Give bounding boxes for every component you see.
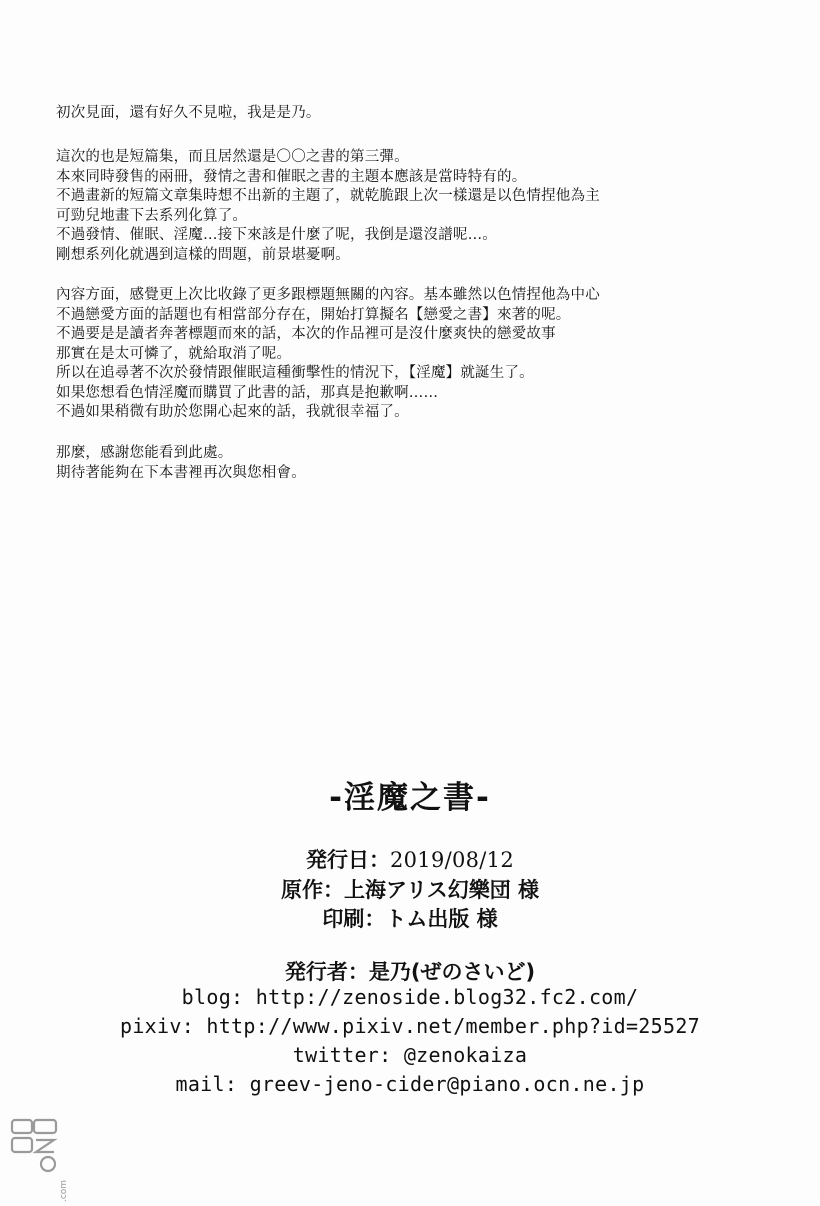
text-line: 不過如果稍微有助於您開心起來的話，我就很幸福了。 [56,404,409,420]
publisher [0,956,820,986]
pixiv-link [0,1014,820,1038]
pixiv-label: pixiv: [119,1014,195,1038]
printer [0,903,820,933]
mail-label: mail: [175,1072,238,1096]
text-line: 那麼，感謝您能看到此處。 [56,445,233,461]
closing-paragraph [56,444,776,483]
content-paragraph [56,286,776,423]
text-line: 內容方面，感覺更上次比收錄了更多跟標題無關的內容。基本雖然以色情捏他為中心 [56,287,600,303]
text-line: 可勁兒地畫下去系列化算了。 [56,207,248,224]
printer-value: トム出版 様 [385,907,498,931]
svg-text:.com: .com [59,1179,69,1203]
text-line: 這次的也是短篇集，而且居然還是〇〇之書的第三彈。 [56,149,409,165]
mail-address [0,1072,820,1096]
publisher-label: 発行者： [284,960,369,984]
twitter-value: @zenokaiza [403,1043,528,1067]
dmzj-logo-icon [8,1114,69,1203]
text-line: 不過畫新的短篇文章集時想不出新的主題了，就乾脆跟上次一樣還是以色情捏他為主 [56,188,600,204]
text-line: 所以在追尋著不次於發情跟催眠這種衝擊性的情況下，【淫魔】就誕生了。 [56,365,534,381]
original-work-label: 原作： [280,878,344,902]
publish-date [0,844,820,874]
pixiv-url: http://www.pixiv.net/member.php?id=25527 [206,1014,701,1038]
publisher-value: 是乃(ぜのさいど) [368,960,536,984]
mail-value: greev-jeno-cider@piano.ocn.ne.jp [249,1072,645,1096]
blog-link [0,985,820,1009]
twitter-label: twitter: [292,1043,392,1067]
text-line: 初次見面，還有好久不見啦，我是是乃。 [56,105,321,121]
greeting-paragraph [56,104,776,124]
series-paragraph [56,148,776,265]
publish-date-label: 発行日： [305,848,390,872]
original-work [0,874,820,904]
text-line: 剛想系列化就遇到這樣的問題，前景堪憂啊。 [56,246,350,263]
text-line: 期待著能夠在下本書裡再次與您相會。 [56,464,306,481]
publish-date-value: 2019/08/12 [389,848,515,872]
text-line: 不過戀愛方面的話題也有相當部分存在，開始打算擬名【戀愛之書】來著的呢。 [56,306,571,323]
book-title: -淫魔之書- [329,780,491,816]
original-work-value: 上海アリス幻樂団 様 [343,878,540,902]
text-line: 如果您想看色情淫魔而購買了此書的話，那真是抱歉啊…… [56,384,439,401]
text-line: 本來同時發售的兩冊，發情之書和催眠之書的主題本應該是當時特有的。 [56,168,527,185]
blog-url: http://zenoside.blog32.fc2.com/ [255,985,639,1009]
text-line: 不過發情、催眠、淫魔…接下來該是什麼了呢，我倒是還沒譜呢…。 [56,227,497,243]
twitter-handle [0,1043,820,1067]
text-line: 不過要是是讀者奔著標題而來的話，本次的作品裡可是沒什麼爽快的戀愛故事 [56,326,556,342]
blog-label: blog: [181,985,244,1009]
text-line: 那實在是太可憐了，就給取消了呢。 [56,345,292,362]
printer-label: 印刷： [322,907,386,931]
